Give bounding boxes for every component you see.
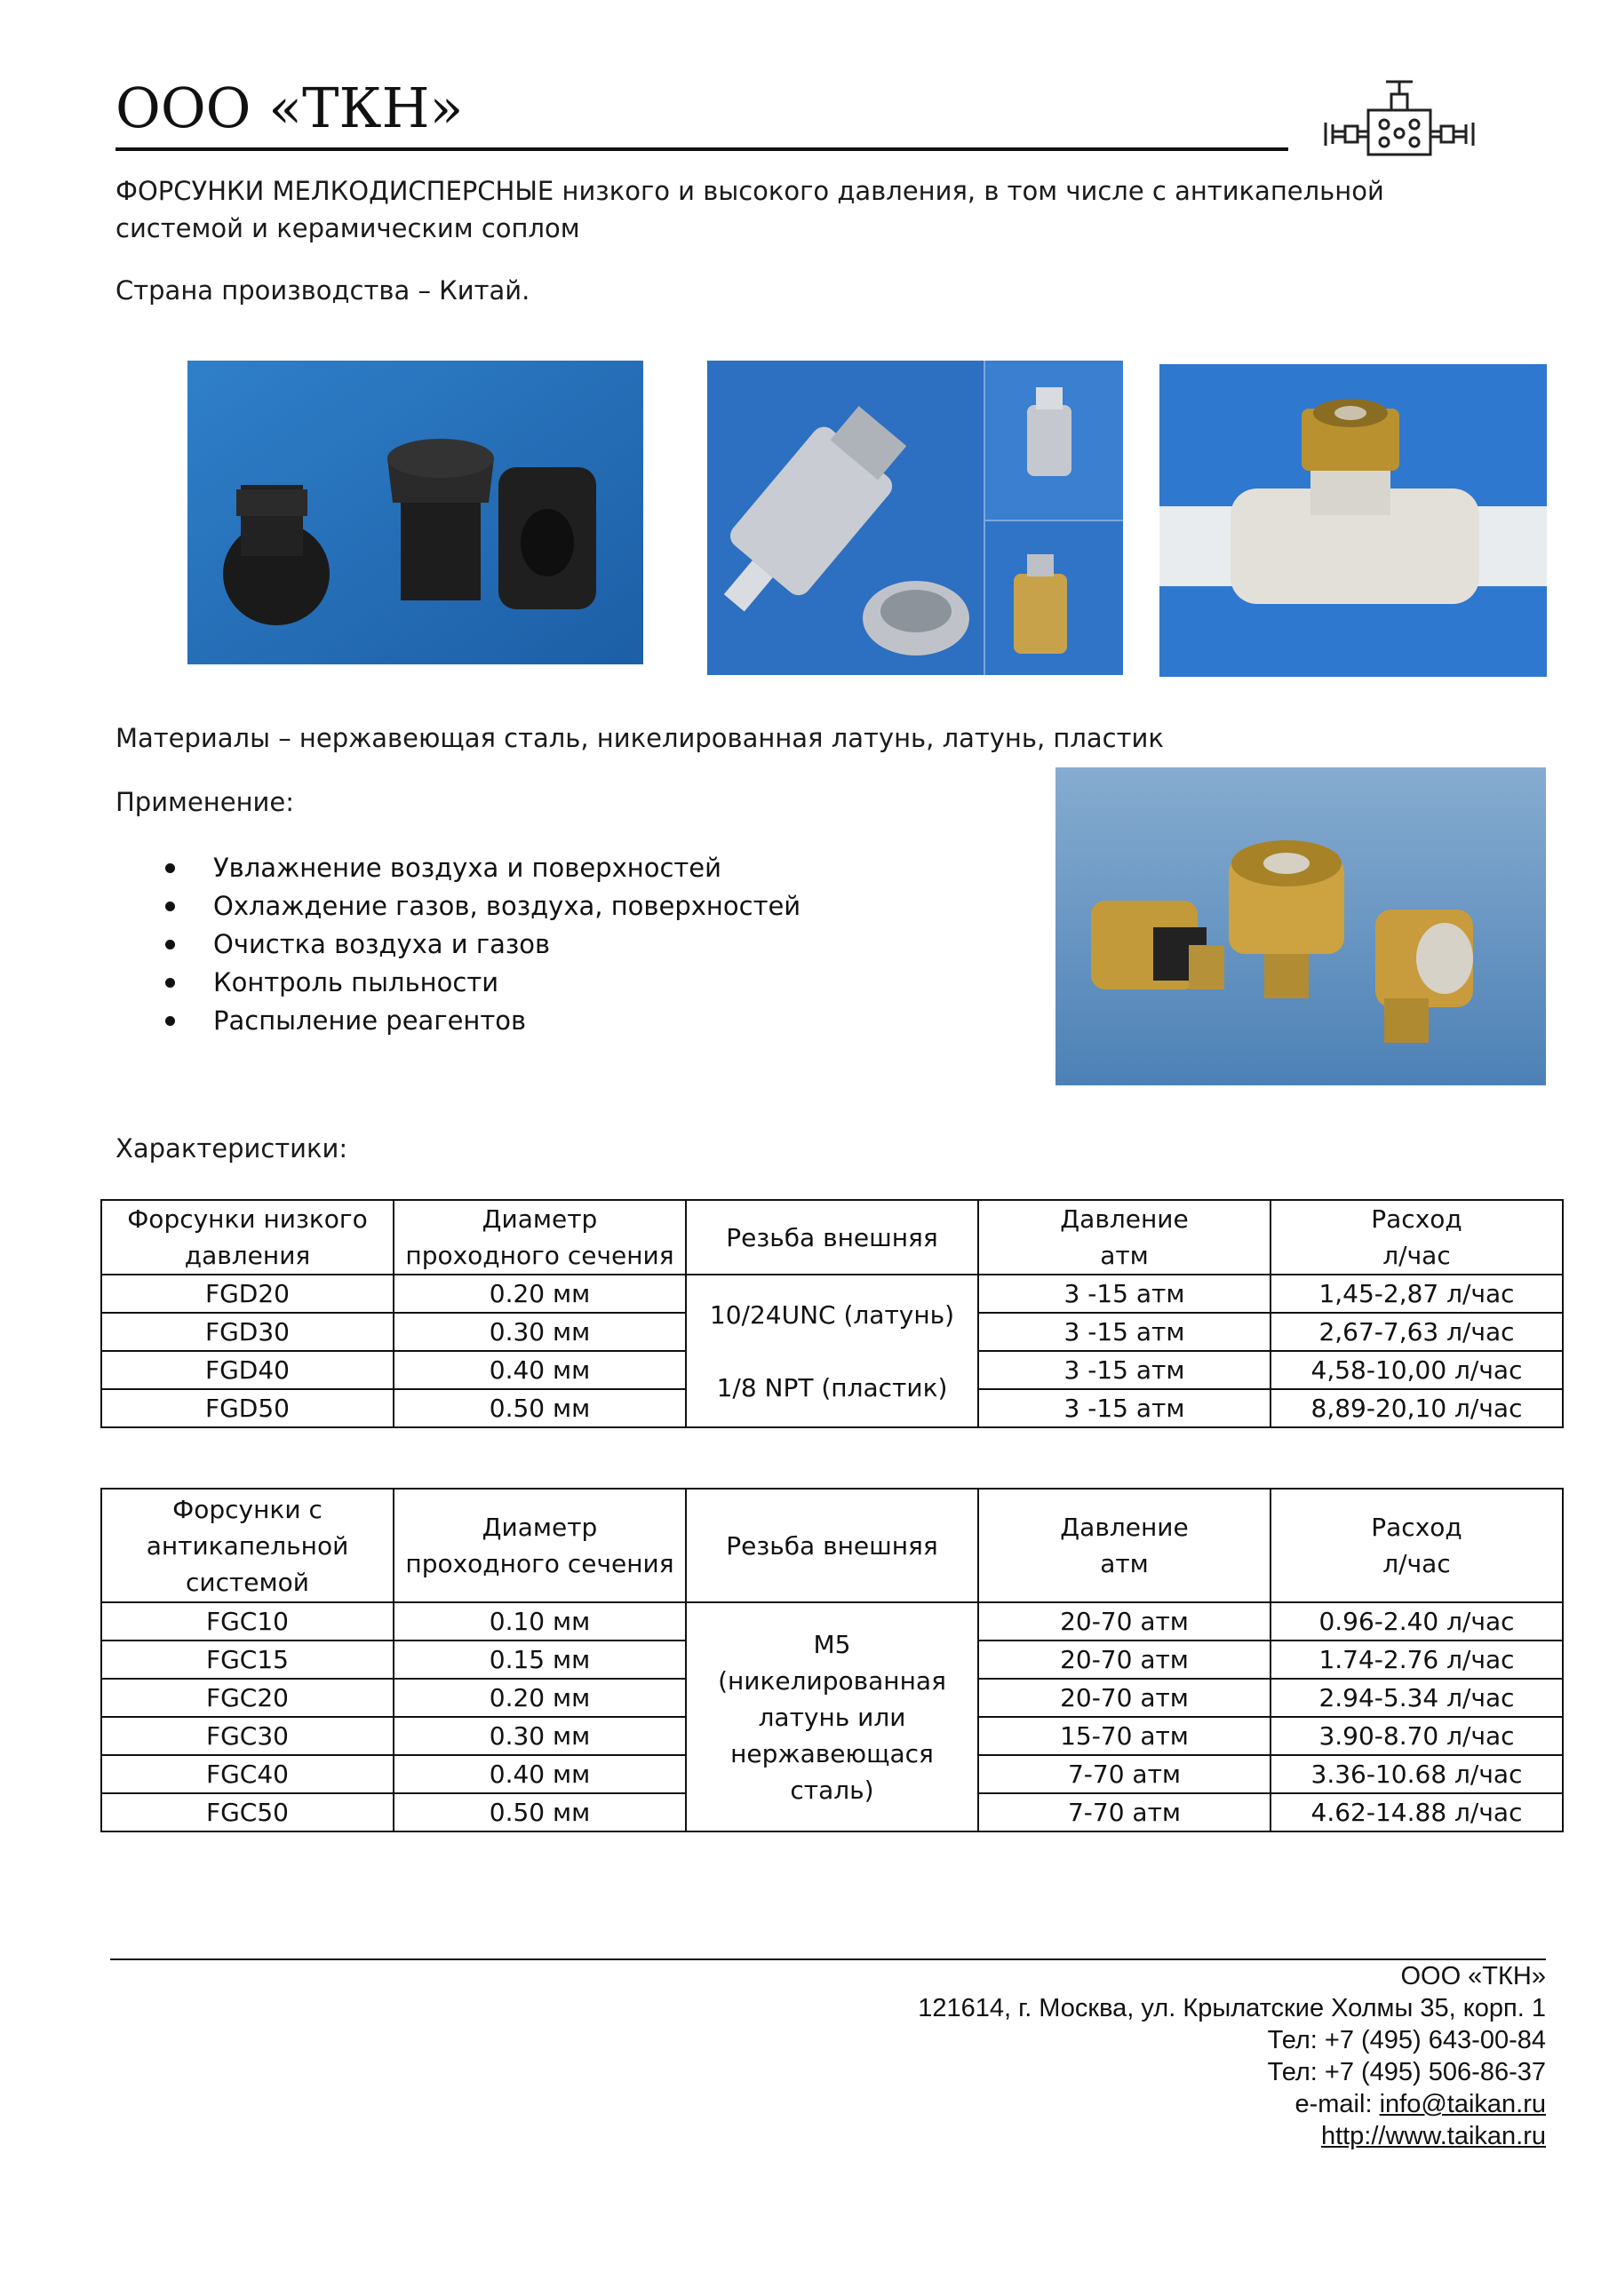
cell-flow: 4.62-14.88 л/час (1270, 1793, 1563, 1831)
cell-pressure: 7-70 атм (978, 1793, 1270, 1831)
cell-model: FGD40 (101, 1351, 394, 1389)
cell-model: FGC40 (101, 1755, 394, 1793)
cell-pressure: 15-70 атм (978, 1717, 1270, 1755)
cell-flow: 2.94-5.34 л/час (1270, 1679, 1563, 1717)
email-link[interactable]: info@taikan.ru (1379, 2090, 1546, 2118)
cell-thread-merged: M5 (никелированная латунь или нержавеющася сталь) (686, 1602, 978, 1831)
cell-pressure: 20-70 атм (978, 1641, 1270, 1679)
nickel-plated-nozzles-photo (707, 361, 1123, 675)
cell-model: FGD20 (101, 1275, 394, 1313)
cell-diameter: 0.30 мм (394, 1717, 686, 1755)
footer-email-line (918, 2088, 1546, 2120)
intro-lead-rest: низкого и высокого давления, в том числе с антикапельной системой и керамическим соплом (116, 176, 1384, 243)
header-flow: Расход л/час (1270, 1200, 1563, 1275)
application-title: Применение: (116, 787, 295, 817)
country-of-origin: Страна производства – Китай. (116, 275, 530, 306)
header-divider (116, 147, 1288, 151)
cell-pressure: 3 -15 атм (978, 1351, 1270, 1389)
low-pressure-nozzles-table (100, 1199, 1564, 1428)
header-model: Форсунки низкого давления (101, 1200, 394, 1275)
footer-contacts (918, 1960, 1546, 2152)
header-thread: Резьба внешняя (686, 1489, 978, 1602)
footer-phone-2: Тел: +7 (495) 506-86-37 (1267, 2058, 1546, 2086)
cell-diameter: 0.15 мм (394, 1641, 686, 1679)
header-flow: Расход л/час (1270, 1489, 1563, 1602)
header-pressure: Давление атм (978, 1200, 1270, 1275)
cell-model: FGC20 (101, 1679, 394, 1717)
header-pressure: Давление атм (978, 1489, 1270, 1602)
email-label: e-mail: (1294, 2090, 1380, 2118)
cell-diameter: 0.50 мм (394, 1389, 686, 1427)
cell-diameter: 0.50 мм (394, 1793, 686, 1831)
cell-flow: 1,45-2,87 л/час (1270, 1275, 1563, 1313)
footer-phone-1: Тел: +7 (495) 643-00-84 (1267, 2026, 1546, 2054)
cell-pressure: 3 -15 атм (978, 1275, 1270, 1313)
cell-pressure: 20-70 атм (978, 1602, 1270, 1641)
cell-flow: 3.90-8.70 л/час (1270, 1717, 1563, 1755)
website-link[interactable]: http://www.taikan.ru (1320, 2122, 1546, 2150)
brass-nozzles-photo (1055, 767, 1546, 1085)
cell-flow: 3.36-10.68 л/час (1270, 1755, 1563, 1793)
list-item: Очистка воздуха и газов (116, 926, 801, 964)
table-row (101, 1602, 1563, 1641)
company-title: ООО «ТКН» (116, 75, 464, 140)
intro-lead-caps: ФОРСУНКИ МЕЛКОДИСПЕРСНЫЕ (116, 176, 554, 206)
nozzle-on-tee-fitting-photo (1159, 364, 1547, 677)
cell-flow: 4,58-10,00 л/час (1270, 1351, 1563, 1389)
list-item: Увлажнение воздуха и поверхностей (116, 849, 801, 887)
black-plastic-nozzles-photo (187, 361, 643, 664)
cell-model: FGD30 (101, 1313, 394, 1351)
cell-diameter: 0.40 мм (394, 1351, 686, 1389)
cell-thread-merged: 10/24UNC (латунь) 1/8 NPT (пластик) (686, 1275, 978, 1427)
cell-model: FGC15 (101, 1641, 394, 1679)
valve-manifold-icon (1315, 75, 1484, 163)
header-thread: Резьба внешняя (686, 1200, 978, 1275)
application-list (116, 849, 801, 1040)
list-item: Распыление реагентов (116, 1002, 801, 1040)
cell-pressure: 3 -15 атм (978, 1313, 1270, 1351)
header-model: Форсунки с антикапельной системой (101, 1489, 394, 1602)
anti-drip-nozzles-table (100, 1488, 1564, 1832)
cell-diameter: 0.30 мм (394, 1313, 686, 1351)
cell-model: FGC30 (101, 1717, 394, 1755)
cell-model: FGC10 (101, 1602, 394, 1641)
cell-flow: 1.74-2.76 л/час (1270, 1641, 1563, 1679)
cell-flow: 2,67-7,63 л/час (1270, 1313, 1563, 1351)
header-diameter: Диаметр проходного сечения (394, 1200, 686, 1275)
cell-model: FGD50 (101, 1389, 394, 1427)
characteristics-title: Характеристики: (116, 1133, 348, 1164)
table-row (101, 1275, 1563, 1313)
intro-paragraph (116, 172, 1502, 247)
cell-pressure: 7-70 атм (978, 1755, 1270, 1793)
cell-diameter: 0.20 мм (394, 1679, 686, 1717)
cell-diameter: 0.20 мм (394, 1275, 686, 1313)
cell-flow: 0.96-2.40 л/час (1270, 1602, 1563, 1641)
cell-pressure: 3 -15 атм (978, 1389, 1270, 1427)
footer-address: 121614, г. Москва, ул. Крылатские Холмы 35, корп. 1 (918, 1994, 1546, 2022)
cell-pressure: 20-70 атм (978, 1679, 1270, 1717)
cell-model: FGC50 (101, 1793, 394, 1831)
footer-company: ООО «ТКН» (1400, 1962, 1546, 1990)
materials-line: Материалы – нержавеющая сталь, никелированная латунь, латунь, пластик (116, 723, 1164, 753)
header-diameter: Диаметр проходного сечения (394, 1489, 686, 1602)
cell-diameter: 0.40 мм (394, 1755, 686, 1793)
cell-flow: 8,89-20,10 л/час (1270, 1389, 1563, 1427)
list-item: Охлаждение газов, воздуха, поверхностей (116, 887, 801, 926)
list-item: Контроль пыльности (116, 964, 801, 1002)
cell-diameter: 0.10 мм (394, 1602, 686, 1641)
